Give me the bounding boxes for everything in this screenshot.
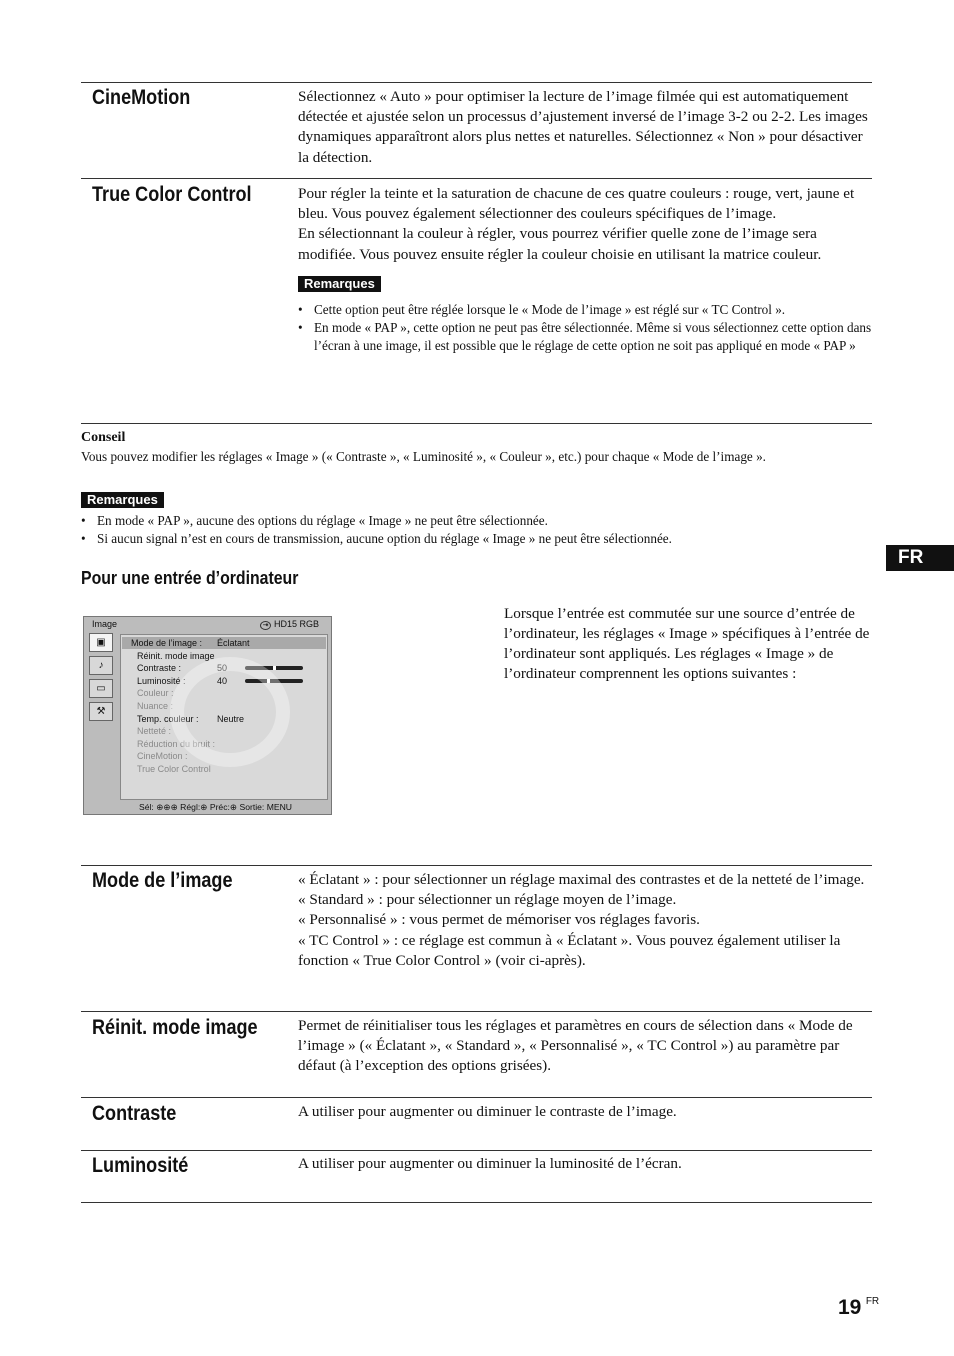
setup-icon: ⚒ bbox=[89, 702, 113, 721]
menu-input-label: HD15 RGB bbox=[274, 619, 320, 629]
term-reinit: Réinit. mode image bbox=[92, 1016, 258, 1039]
menu-row-value: 50 bbox=[217, 663, 228, 674]
menu-row[interactable] bbox=[137, 725, 171, 737]
desc-mode-image bbox=[298, 870, 872, 971]
menu-panel bbox=[120, 634, 328, 800]
paragraph: A utiliser pour augmenter ou diminuer la luminosité de l’écran. bbox=[298, 1155, 682, 1172]
menu-row[interactable] bbox=[137, 675, 186, 687]
menu-row-label: Réinit. mode image bbox=[137, 650, 215, 661]
remarks-list bbox=[298, 301, 872, 355]
paragraph: A utiliser pour augmenter ou diminuer le contraste de l’image. bbox=[298, 1103, 677, 1120]
menu-title: Image bbox=[92, 619, 118, 629]
rule bbox=[81, 1097, 872, 1098]
list-item: • En mode « PAP », cette option ne peut pas être sélectionnée. Même si vous sélectionnez cette option dans l’écran à une image, il est possible que le réglage de cette option ne soit pas appliqué en mode « PAP » bbox=[298, 319, 872, 355]
desc-luminosite bbox=[298, 1154, 872, 1174]
menu-row[interactable] bbox=[137, 687, 174, 699]
menu-row-label: Réduction du bruit : bbox=[137, 738, 216, 749]
menu-row-value: Éclatant bbox=[217, 638, 250, 648]
menu-row[interactable] bbox=[137, 662, 181, 674]
subsection-heading: Pour une entrée d’ordinateur bbox=[81, 568, 299, 588]
paragraph: « Standard » : pour sélectionner un réglage moyen de l’image. bbox=[298, 891, 677, 909]
remarks-badge: Remarques bbox=[298, 276, 381, 292]
term-mode-image: Mode de l’image bbox=[92, 869, 233, 892]
rule bbox=[81, 178, 872, 179]
term-true-color-control: True Color Control bbox=[92, 183, 252, 206]
language-tab: FR bbox=[886, 545, 954, 571]
menu-row[interactable] bbox=[131, 637, 202, 649]
list-item: • En mode « PAP », aucune des options du réglage « Image » ne peut être sélectionnée. bbox=[81, 512, 881, 530]
remarks-list bbox=[81, 512, 881, 548]
menu-icon-column bbox=[89, 633, 117, 729]
rule bbox=[81, 1011, 872, 1012]
remarks-block bbox=[81, 491, 881, 548]
desc-cinemotion bbox=[298, 87, 872, 168]
menu-row-label: Netteté : bbox=[137, 726, 172, 737]
menu-row[interactable] bbox=[137, 713, 199, 725]
desc-contraste bbox=[298, 1102, 872, 1122]
menu-row-label: Mode de l’image : bbox=[131, 638, 203, 648]
menu-row-label: Nuance : bbox=[137, 701, 174, 711]
menu-row-label: CineMotion : bbox=[137, 751, 188, 762]
paragraph: En sélectionnant la couleur à régler, vous pourrez vérifier quelle zone de l’image sera modifiée. Vous pouvez ensuite régler la couleur choisie en utilisant la matrice couleur. bbox=[298, 225, 822, 263]
menu-row[interactable] bbox=[137, 738, 215, 750]
menu-row[interactable] bbox=[137, 750, 188, 762]
menu-row-label: Contraste : bbox=[137, 663, 182, 674]
screen-icon: ▭ bbox=[89, 679, 113, 698]
paragraph: Pour régler la teinte et la saturation de chacune de ces quatre couleurs : rouge, vert, jaune et bleu. Vous pouvez également sélectionner des couleurs spécifiques de l’image. bbox=[298, 185, 855, 223]
menu-row-value: 40 bbox=[217, 675, 228, 686]
menu-row-value: Neutre bbox=[217, 713, 245, 724]
desc-reinit bbox=[298, 1016, 872, 1077]
list-item: • Si aucun signal n’est en cours de transmission, aucune option du réglage « Image » ne peut être sélectionnée. bbox=[81, 530, 881, 548]
menu-footer: Sél: ⊕⊕⊕ Régl:⊕ Préc:⊕ Sortie: MENU bbox=[139, 802, 293, 812]
menu-row[interactable] bbox=[137, 700, 173, 712]
input-arrow-icon: ⇥ bbox=[260, 621, 271, 630]
menu-row-label: Temp. couleur : bbox=[137, 713, 199, 724]
rule-top bbox=[81, 82, 872, 83]
rule-bottom bbox=[81, 1202, 872, 1203]
menu-screenshot bbox=[83, 616, 332, 815]
page-number-value: 19 bbox=[838, 1296, 862, 1319]
level-marker bbox=[273, 666, 276, 670]
menu-row-label: Couleur : bbox=[137, 688, 174, 699]
subsection-text: Lorsque l’entrée est commutée sur une source d’entrée de l’ordinateur, les réglages « Image » spécifiques à l’entrée de l’ordinateur sont appliqués. Les réglages « Image » de l’ordinateur comprennent les options suivantes : bbox=[504, 605, 870, 682]
level-marker bbox=[267, 679, 270, 683]
paragraph: Permet de réinitialiser tous les réglages et paramètres en cours de sélection dans « Mode de l’image » (« Éclatant », « Standard », « Personnalisé », « TC Control ») au paramètre par défaut (à l’exception des options grisées). bbox=[298, 1017, 853, 1075]
term-luminosite: Luminosité bbox=[92, 1154, 189, 1177]
sound-icon: ♪ bbox=[89, 656, 113, 675]
conseil-title: Conseil bbox=[81, 430, 126, 445]
paragraph: « Éclatant » : pour sélectionner un réglage maximal des contrastes et de la netteté de l’image. bbox=[298, 871, 865, 888]
picture-icon: ▣ bbox=[89, 633, 113, 652]
level-bar bbox=[245, 666, 303, 670]
paragraph: « TC Control » : ce réglage est commun à « Éclatant ». Vous pouvez également utiliser la fonction « True Color Control » (voir ci-après). bbox=[298, 931, 841, 969]
rule bbox=[81, 865, 872, 866]
menu-row[interactable] bbox=[137, 763, 211, 775]
menu-row-label: True Color Control bbox=[137, 764, 211, 774]
remarks-badge: Remarques bbox=[81, 492, 164, 508]
term-cinemotion: CineMotion bbox=[92, 86, 191, 109]
level-bar bbox=[245, 679, 303, 683]
menu-row[interactable] bbox=[137, 650, 215, 662]
rule bbox=[81, 423, 872, 424]
conseil-text: Vous pouvez modifier les réglages « Image » (« Contraste », « Luminosité », « Couleur », etc.) pour chaque « Mode de l’image ». bbox=[81, 449, 766, 464]
desc-true-color-control bbox=[298, 184, 872, 355]
term-contraste: Contraste bbox=[92, 1102, 177, 1125]
menu-row-label: Luminosité : bbox=[137, 675, 186, 686]
page-number bbox=[838, 1296, 879, 1320]
menu-input bbox=[260, 619, 319, 630]
paragraph: « Personnalisé » : vous permet de mémoriser vos réglages favoris. bbox=[298, 911, 700, 929]
paragraph: Sélectionnez « Auto » pour optimiser la lecture de l’image filmée qui est automatiquement détectée et ajustée selon un processus d’ajustement inversé de l’image 3-2 ou 2-2. Les images dynamiques apparaîtront alors plus nettes et naturelles. Sélectionnez « Non » pour désactiver la détection. bbox=[298, 88, 868, 166]
rule bbox=[81, 1150, 872, 1151]
list-item: • Cette option peut être réglée lorsque le « Mode de l’image » est réglé sur « TC Control ». bbox=[298, 301, 872, 319]
page-number-lang: FR bbox=[865, 1296, 880, 1307]
